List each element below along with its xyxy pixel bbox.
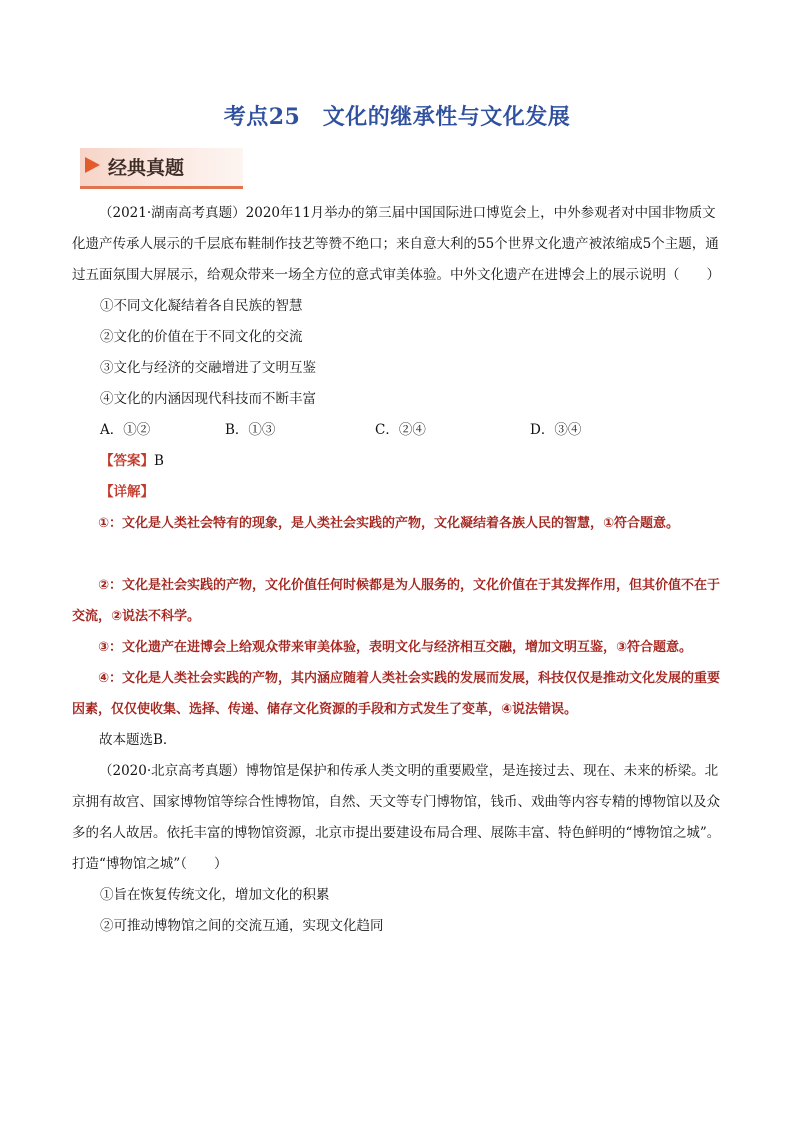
page-title: 考点25 文化的继承性与文化发展 <box>223 104 571 130</box>
section-label: 经典真题 <box>108 157 185 179</box>
choice-a: A．①② <box>100 422 151 438</box>
question-1-option: ③文化与经济的交融增进了文明互鉴 <box>100 360 316 376</box>
explanation-3: ③：文化遗产在进博会上给观众带来审美体验，表明文化与经济相互交融，增加文明互鉴，③符合题意。 <box>98 640 693 655</box>
question-2-option: ②可推动博物馆之间的交流互通，实现文化趋同 <box>100 918 384 934</box>
answer-value: B <box>154 453 164 469</box>
section-banner <box>80 148 243 189</box>
question-1-option: ④文化的内涵因现代科技而不断丰富 <box>100 391 316 407</box>
answer-tag: 【答案】 <box>100 453 154 469</box>
choice-b: B．①③ <box>225 422 276 438</box>
question-1-option: ②文化的价值在于不同文化的交流 <box>100 329 303 345</box>
detail-tag: 【详解】 <box>100 484 154 500</box>
question-1-option: ①不同文化凝结着各自民族的智慧 <box>100 298 303 314</box>
choice-c: C．②④ <box>375 422 426 438</box>
explanation-2: ②：文化是社会实践的产物，文化价值任何时候都是为人服务的，文化价值在于其发挥作用，但其价值不在于交流，②说法不科学。 <box>72 578 721 624</box>
document-body <box>72 198 724 942</box>
question-2-stem: （2020·北京高考真题）博物馆是保护和传承人类文明的重要殿堂，是连接过去、现在、未来的桥梁。北京拥有故宫、国家博物馆等综合性博物馆，自然、天文等专门博物馆，钱币、戏曲等内容专精的博物馆以及众多的名人故居。依托丰富的博物馆资源，北京市提出要建设布局合理、展陈丰富、特色鲜明的“博物馆之城”。打造“博物馆之城”（ ） <box>72 763 721 872</box>
arrow-icon <box>85 157 100 173</box>
explanation-4: ④：文化是人类社会实践的产物，其内涵应随着人类社会实践的发展而发展，科技仅仅是推动文化发展的重要因素，仅仅使收集、选择、传递、储存文化资源的手段和方式发生了变革，④说法错误。 <box>72 671 721 717</box>
conclusion: 故本题选B． <box>99 732 177 748</box>
answer-line <box>72 446 724 477</box>
question-1-choices <box>72 415 724 446</box>
question-1-stem: （2021·湖南高考真题）2020年11月举办的第三届中国国际进口博览会上，中外参观者对中国非物质文化遗产传承人展示的千层底布鞋制作技艺等赞不绝口；来自意大利的55个世界文化遗产被浓缩成5个主题，通过五面氛围大屏展示，给观众带来一场全方位的意式审美体验。中外文化遗产在进博会上的展示说明（ ） <box>72 205 720 283</box>
choice-d: D．③④ <box>530 422 582 438</box>
explanation-1: ①：文化是人类社会特有的现象，是人类社会实践的产物，文化凝结着各族人民的智慧，①符合题意。 <box>98 516 680 531</box>
detail-line <box>72 477 724 508</box>
question-2-option: ①旨在恢复传统文化，增加文化的积累 <box>100 887 330 903</box>
